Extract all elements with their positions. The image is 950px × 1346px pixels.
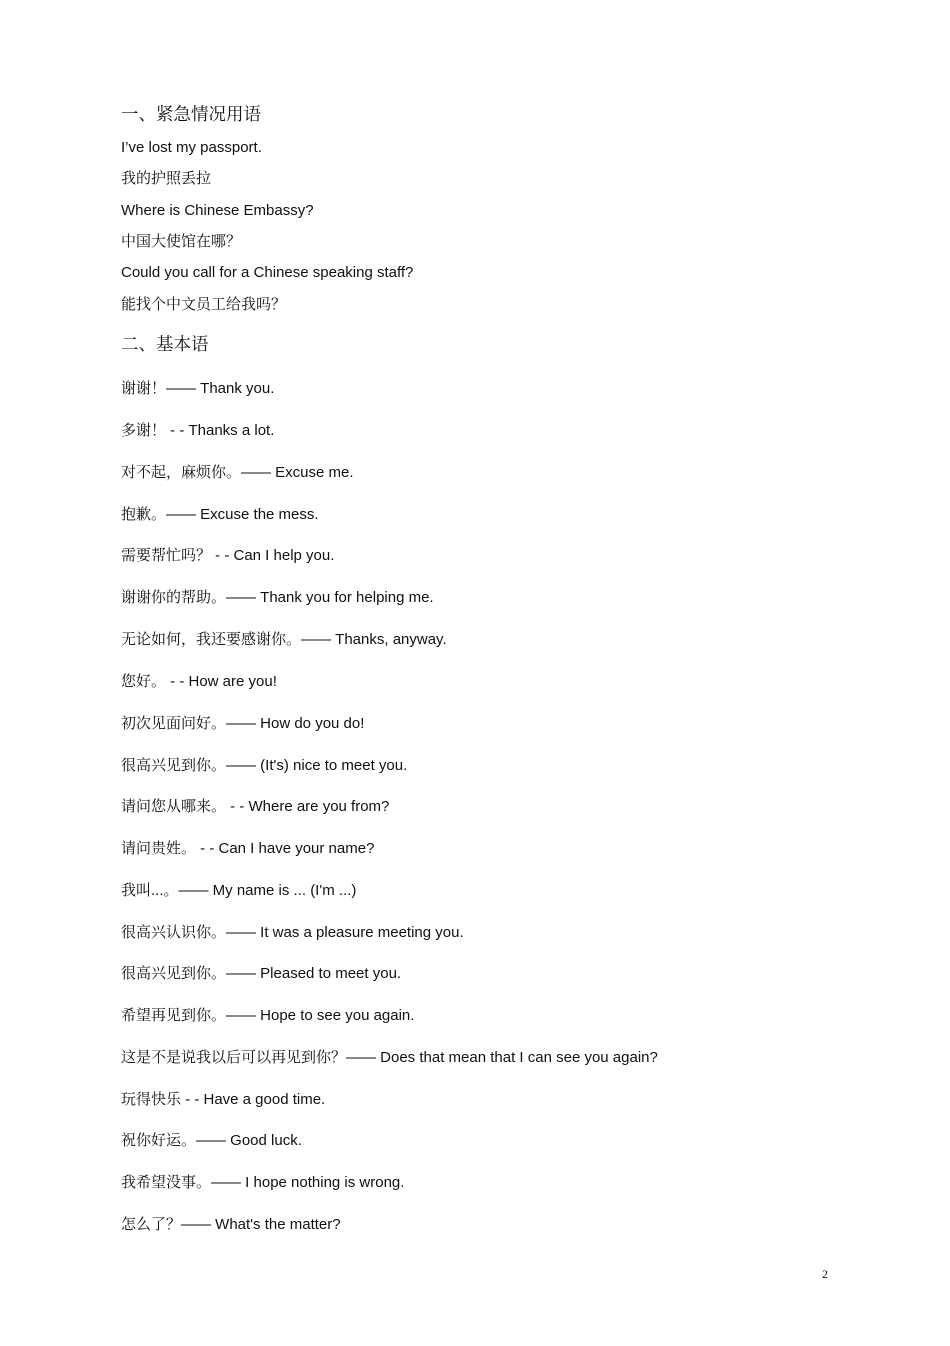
phrase-line: 祝你好运。—— Good luck. xyxy=(121,1132,302,1149)
phrase-line: 我的护照丢拉 xyxy=(121,170,212,187)
phrase-line: 我希望没事。—— I hope nothing is wrong. xyxy=(121,1174,405,1191)
phrase-line: 这是不是说我以后可以再见到你？—— Does that mean that I can see you again? xyxy=(121,1049,658,1066)
phrase-line: 我叫...。—— My name is ... (I'm ...) xyxy=(121,882,357,899)
phrase-line: 对不起，麻烦你。—— Excuse me. xyxy=(121,464,354,481)
phrase-line: 很高兴见到你。—— Pleased to meet you. xyxy=(121,965,402,982)
phrase-line: 很高兴认识你。—— It was a pleasure meeting you. xyxy=(121,924,464,941)
phrase-line: 怎么了？—— What's the matter? xyxy=(121,1216,341,1233)
phrase-line: 初次见面问好。—— How do you do! xyxy=(121,715,365,732)
phrase-line: 请问您从哪来。 - - Where are you from? xyxy=(121,798,390,815)
phrase-line: 请问贵姓。 - - Can I have your name? xyxy=(121,840,375,857)
phrase-line: 无论如何，我还要感谢你。—— Thanks, anyway. xyxy=(121,631,447,648)
phrase-line: 谢谢！—— Thank you. xyxy=(121,380,275,397)
phrase-line: 能找个中文员工给我吗？ xyxy=(121,296,287,313)
phrase-line: 您好。 - - How are you! xyxy=(121,673,277,690)
phrase-line: 玩得快乐 - - Have a good time. xyxy=(121,1091,326,1108)
phrase-line: 多谢！ - - Thanks a lot. xyxy=(121,422,275,439)
phrase-line: 需要帮忙吗？ - - Can I help you. xyxy=(121,547,335,564)
phrase-line: 谢谢你的帮助。—— Thank you for helping me. xyxy=(121,589,434,606)
phrase-line: 很高兴见到你。—— (It's) nice to meet you. xyxy=(121,757,408,774)
phrase-line: 中国大使馆在哪？ xyxy=(121,233,242,250)
section-heading-basic: 二、基本语 xyxy=(121,334,209,354)
page-number: 2 xyxy=(822,1267,828,1281)
phrase-line: Could you call for a Chinese speaking staff? xyxy=(121,264,414,281)
phrase-line: 希望再见到你。—— Hope to see you again. xyxy=(121,1007,415,1024)
section-heading-emergency: 一、紧急情况用语 xyxy=(121,104,261,124)
phrase-line: Where is Chinese Embassy? xyxy=(121,202,314,219)
phrase-line: I’ve lost my passport. xyxy=(121,139,262,156)
phrase-line: 抱歉。—— Excuse the mess. xyxy=(121,506,319,523)
